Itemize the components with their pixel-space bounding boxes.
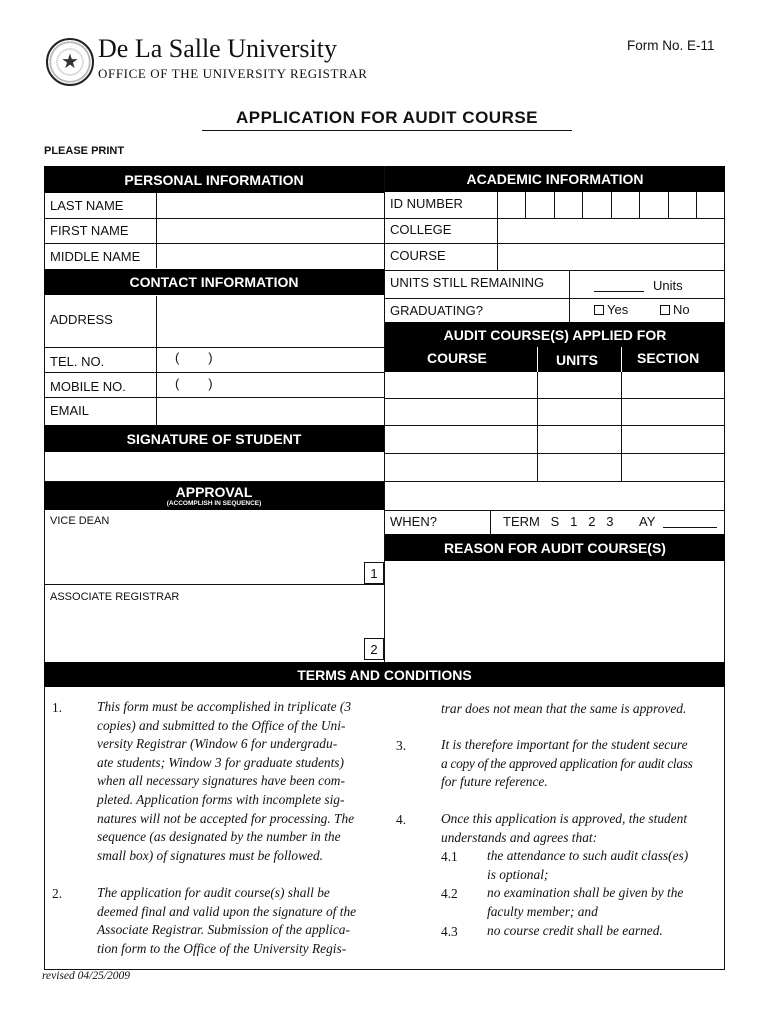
subterm-4-2-text (487, 884, 721, 921)
term-line: Associate Registrar. Submission of the applica- (97, 922, 350, 938)
reason-field[interactable] (386, 562, 725, 661)
term-line: small box) of signatures must be followed. (97, 847, 324, 863)
course-label: COURSE (390, 248, 446, 263)
subterm-4-3-text (487, 922, 721, 941)
form-number: Form No. E-11 (627, 38, 715, 53)
yes-label: Yes (607, 302, 629, 317)
term-line: sequence (as designated by the number in the (97, 829, 341, 845)
col-course-header: COURSE (427, 350, 487, 366)
term-line: Once this application is approved, the student (441, 811, 688, 826)
term-line: a copy of the approved application for audit class (441, 755, 693, 771)
term-4-text (441, 810, 721, 847)
college-field[interactable] (498, 219, 725, 243)
assoc-registrar-signature-field[interactable] (45, 585, 384, 661)
term-line: faculty member; and (487, 903, 598, 919)
mobile-no-field[interactable] (157, 373, 384, 397)
term-line: ate students; Window 3 for graduate students) (97, 754, 344, 770)
vice-dean-label: VICE DEAN (50, 515, 110, 527)
term-3-text (441, 736, 721, 792)
approval-heading (44, 482, 384, 510)
term-number-3: 3. (396, 738, 407, 753)
term-line: for future reference. (441, 774, 548, 790)
term-line: understands and agrees that: (441, 829, 598, 845)
term-line: The application for audit course(s) shall be (97, 885, 330, 900)
mobile-area-code: ( ) (175, 376, 213, 391)
ay-field[interactable] (663, 514, 717, 528)
units-remaining-label: UNITS STILL REMAINING (390, 275, 545, 290)
id-number-label: ID NUMBER (390, 196, 463, 211)
audit-columns-header (385, 347, 725, 372)
terms-heading: TERMS AND CONDITIONS (44, 662, 725, 687)
tel-no-label: TEL. NO. (50, 354, 105, 369)
first-name-label: FIRST NAME (50, 223, 129, 238)
yes-checkbox-icon[interactable] (594, 305, 604, 315)
audit-course-row-3[interactable] (386, 426, 725, 453)
term-2-text (97, 884, 379, 958)
last-name-field[interactable] (157, 193, 384, 218)
signature-field[interactable] (45, 453, 384, 480)
vice-dean-signature-field[interactable] (45, 511, 384, 584)
term-line: no examination shall be given by the (487, 885, 684, 900)
last-name-label: LAST NAME (50, 198, 124, 213)
subterm-4-1-text (487, 847, 721, 884)
college-label: COLLEGE (390, 222, 452, 237)
term-number-2: 2. (52, 886, 63, 901)
approval-note: (ACCOMPLISH IN SEQUENCE) (166, 500, 262, 507)
audit-course-row-2[interactable] (386, 399, 725, 425)
subterm-number-4-2: 4.2 (441, 886, 458, 901)
approval-title: APPROVAL (175, 484, 253, 500)
address-label: ADDRESS (50, 312, 113, 327)
middle-name-label: MIDDLE NAME (50, 249, 141, 264)
term-line: natures will not be accepted for processing. The (97, 810, 355, 826)
audit-courses-heading: AUDIT COURSE(S) APPLIED FOR (385, 322, 725, 347)
term-number-4: 4. (396, 812, 407, 827)
term-number-1: 1. (52, 700, 63, 715)
subterm-number-4-1: 4.1 (441, 849, 458, 864)
assoc-registrar-label: ASSOCIATE REGISTRAR (50, 591, 180, 603)
personal-info-heading: PERSONAL INFORMATION (44, 166, 384, 193)
tel-no-field[interactable] (157, 348, 384, 372)
col-units-header: UNITS (556, 352, 598, 368)
term-options[interactable]: TERM S 1 2 3 (503, 514, 614, 529)
address-field[interactable] (157, 296, 384, 347)
revised-date: revised 04/25/2009 (42, 970, 131, 982)
ay-label: AY (639, 514, 656, 529)
term-line: deemed final and valid upon the signature of the (97, 903, 357, 919)
signature-heading: SIGNATURE OF STUDENT (44, 425, 384, 452)
contact-info-heading: CONTACT INFORMATION (44, 269, 384, 295)
first-name-field[interactable] (157, 219, 384, 243)
term-2-continued: trar does not mean that the same is approved. (441, 701, 687, 716)
term-line: copies) and submitted to the Office of the Uni- (97, 717, 346, 733)
tel-area-code: ( ) (175, 350, 213, 365)
graduating-label: GRADUATING? (390, 303, 483, 318)
course-field[interactable] (498, 244, 725, 270)
graduating-yes-option[interactable] (594, 302, 628, 317)
col-section-header: SECTION (637, 350, 700, 366)
units-suffix: Units (653, 278, 683, 293)
email-field[interactable] (157, 398, 384, 424)
when-label: WHEN? (390, 514, 437, 529)
no-label: No (673, 302, 690, 317)
id-number-cells[interactable] (497, 192, 725, 218)
term-line: pleted. Application forms with incomplete sig- (97, 791, 345, 807)
middle-name-field[interactable] (157, 244, 384, 268)
audit-course-row-4[interactable] (386, 454, 725, 481)
graduating-no-option[interactable] (660, 302, 690, 317)
mobile-no-label: MOBILE NO. (50, 379, 126, 394)
university-seal-icon: ★ (46, 38, 94, 86)
units-remaining-field[interactable] (594, 278, 644, 292)
term-line: This form must be accomplished in triplicate (3 (97, 699, 352, 714)
term-line: versity Registrar (Window 6 for undergradu- (97, 736, 338, 752)
no-checkbox-icon[interactable] (660, 305, 670, 315)
term-1-text (97, 698, 379, 865)
academic-info-heading: ACADEMIC INFORMATION (385, 166, 725, 192)
subterm-number-4-3: 4.3 (441, 924, 458, 939)
email-label: EMAIL (50, 403, 90, 418)
reason-heading: REASON FOR AUDIT COURSE(S) (385, 534, 725, 561)
term-line: no course credit shall be earned. (487, 923, 663, 938)
please-print-note: PLEASE PRINT (44, 145, 125, 157)
sequence-box-1: 1 (364, 562, 384, 584)
page-title: APPLICATION FOR AUDIT COURSE (202, 108, 572, 131)
term-line: It is therefore important for the student secure (441, 737, 688, 752)
sequence-box-2: 2 (364, 638, 384, 660)
term-line: the attendance to such audit class(es) (487, 848, 689, 863)
university-name: De La Salle University (98, 34, 337, 63)
audit-course-row-1[interactable] (386, 373, 725, 398)
term-line: is optional; (487, 866, 549, 882)
term-line: when all necessary signatures have been com- (97, 773, 345, 789)
office-name: OFFICE OF THE UNIVERSITY REGISTRAR (98, 66, 368, 81)
term-line: tion form to the Office of the University Regis- (97, 940, 347, 956)
